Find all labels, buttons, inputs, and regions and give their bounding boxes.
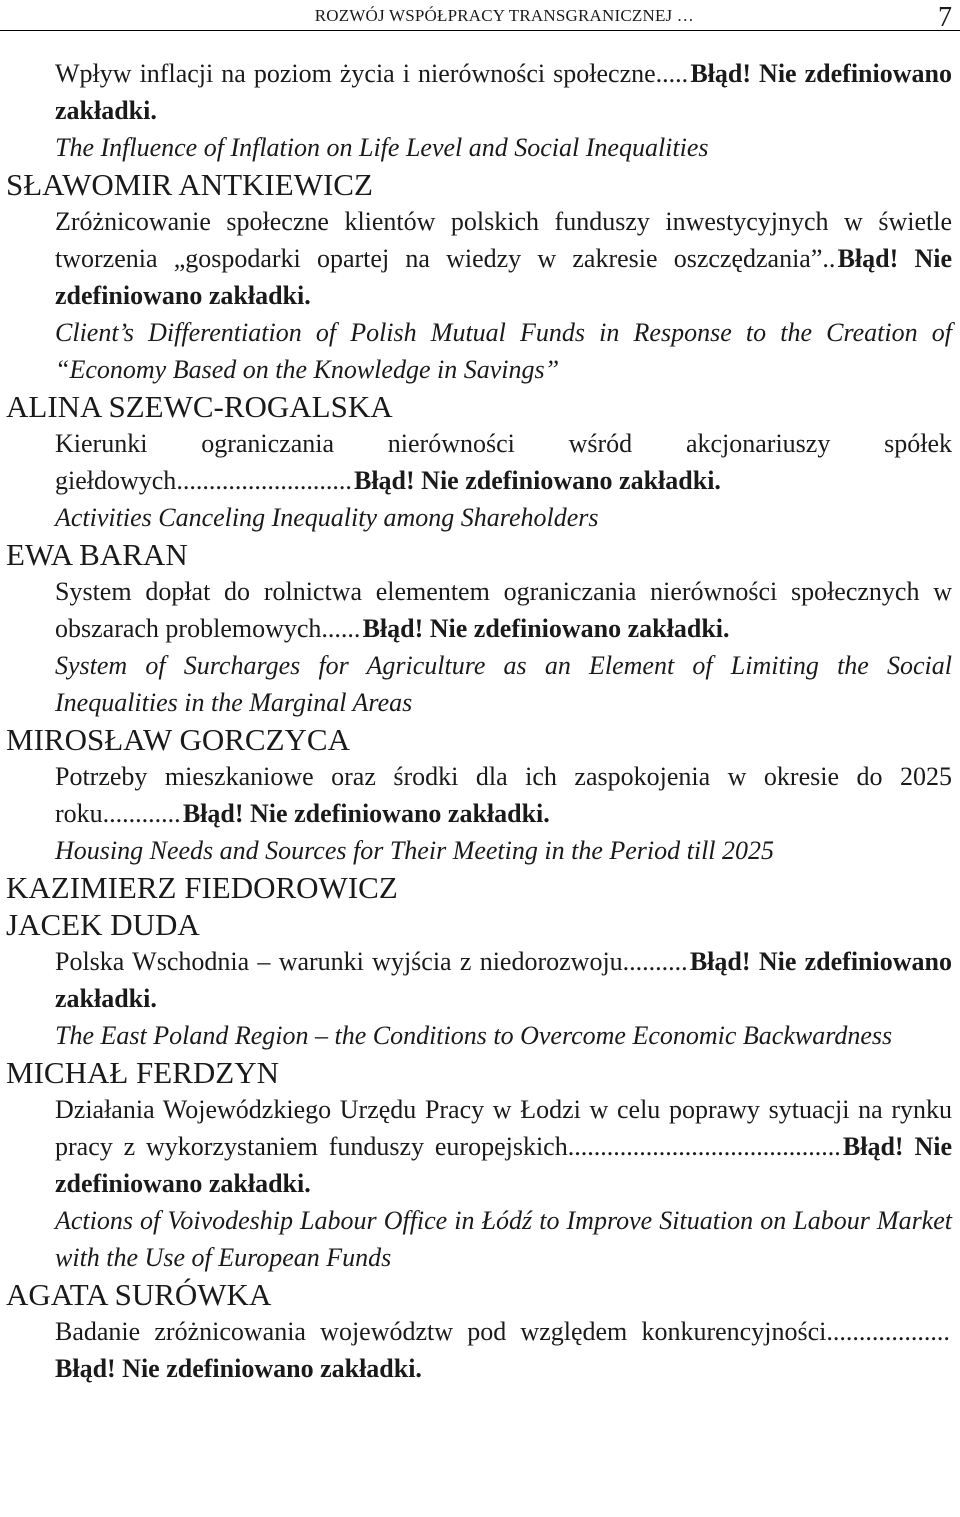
title-polish <box>0 55 960 129</box>
title-english: Client’s Differentiation of Polish Mutual Funds in Response to the Creation of “Economy Based on the Knowledge in Savings” <box>55 318 952 384</box>
toc-entry <box>0 1276 960 1387</box>
toc-entry <box>0 166 960 388</box>
table-of-contents <box>0 55 960 1387</box>
bookmark-error-text: Błąd! Nie zdefiniowano zakładki. <box>55 244 952 310</box>
toc-entry <box>0 1054 960 1276</box>
toc-entry <box>0 55 960 166</box>
title-english: Housing Needs and Sources for Their Meeting in the Period till 2025 <box>55 836 775 865</box>
author-name: JACEK DUDA <box>6 907 200 942</box>
dot-leader: ........................... <box>176 466 354 495</box>
toc-entry <box>0 388 960 536</box>
title-english: Activities Canceling Inequality among Shareholders <box>55 503 599 532</box>
title-polish <box>0 758 960 832</box>
title-polish-text: System dopłat do rolnictwa elementem ograniczania nierówności społecznych w obszarach problemowych <box>55 577 952 643</box>
page-number: 7 <box>938 2 952 33</box>
header-title: ROZWÓJ WSPÓŁPRACY TRANSGRANICZNEJ … <box>314 6 694 25</box>
bookmark-error-text: Błąd! Nie zdefiniowano zakładki. <box>55 947 952 1013</box>
toc-entry <box>0 536 960 721</box>
author-name: MIROSŁAW GORCZYCA <box>6 722 350 757</box>
dot-leader: ............ <box>102 799 183 828</box>
title-polish-text: Działania Wojewódzkiego Urzędu Pracy w Łodzi w celu poprawy sytuacji na rynku pracy z wykorzystaniem funduszy europejskich <box>55 1095 952 1161</box>
title-english: System of Surcharges for Agriculture as an Element of Limiting the Social Inequalities in the Marginal Areas <box>55 651 952 717</box>
title-polish <box>0 425 960 499</box>
bookmark-error-text: Błąd! Nie zdefiniowano zakładki. <box>55 1354 422 1383</box>
author-name: KAZIMIERZ FIEDOROWICZ <box>6 870 398 905</box>
bookmark-error-text: Błąd! Nie zdefiniowano zakładki. <box>353 466 721 495</box>
dot-leader: ................... <box>826 1317 952 1346</box>
author-name: SŁAWOMIR ANTKIEWICZ <box>6 167 373 202</box>
author-name: ALINA SZEWC-ROGALSKA <box>6 389 393 424</box>
author-name: AGATA SURÓWKA <box>6 1277 272 1312</box>
title-polish-text: Zróżnicowanie społeczne klientów polskich funduszy inwestycyjnych w świetle tworzenia „gospodarki opartej na wiedzy w zakresie oszczędzania” <box>55 207 952 273</box>
title-polish-text: Kierunki ograniczania nierówności wśród akcjonariuszy spółek giełdowych <box>55 429 952 495</box>
title-polish-text: Potrzeby mieszkaniowe oraz środki dla ich zaspokojenia w okresie do 2025 roku <box>55 762 952 828</box>
dot-leader: .......... <box>622 947 690 976</box>
title-polish <box>0 943 960 1017</box>
toc-entry <box>0 721 960 869</box>
title-polish <box>0 1091 960 1202</box>
title-polish-text: Wpływ inflacji na poziom życia i nierówności społeczne <box>55 59 656 88</box>
title-english: Actions of Voivodeship Labour Office in Łódź to Improve Situation on Labour Market with the Use of European Funds <box>55 1206 952 1272</box>
dot-leader: .. <box>822 244 838 273</box>
bookmark-error-text: Błąd! Nie zdefiniowano zakładki. <box>182 799 550 828</box>
author-name: EWA BARAN <box>6 537 188 572</box>
title-polish-text: Badanie zróżnicowania województw pod względem konkurencyjności <box>55 1317 827 1346</box>
dot-leader: .......................................... <box>567 1132 843 1161</box>
bookmark-error-text: Błąd! Nie zdefiniowano zakładki. <box>55 59 952 125</box>
dot-leader: ..... <box>655 59 691 88</box>
title-english: The Influence of Inflation on Life Level and Social Inequalities <box>55 133 709 162</box>
title-polish <box>0 1313 960 1387</box>
running-header <box>0 0 960 31</box>
title-english: The East Poland Region – the Conditions to Overcome Economic Backwardness <box>55 1021 893 1050</box>
title-polish <box>0 573 960 647</box>
bookmark-error-text: Błąd! Nie zdefiniowano zakładki. <box>55 1132 952 1198</box>
bookmark-error-text: Błąd! Nie zdefiniowano zakładki. <box>362 614 730 643</box>
author-name: MICHAŁ FERDZYN <box>6 1055 279 1090</box>
title-polish <box>0 203 960 314</box>
title-polish-text: Polska Wschodnia – warunki wyjścia z niedorozwoju <box>55 947 623 976</box>
toc-entry <box>0 869 960 1054</box>
dot-leader: ...... <box>321 614 363 643</box>
